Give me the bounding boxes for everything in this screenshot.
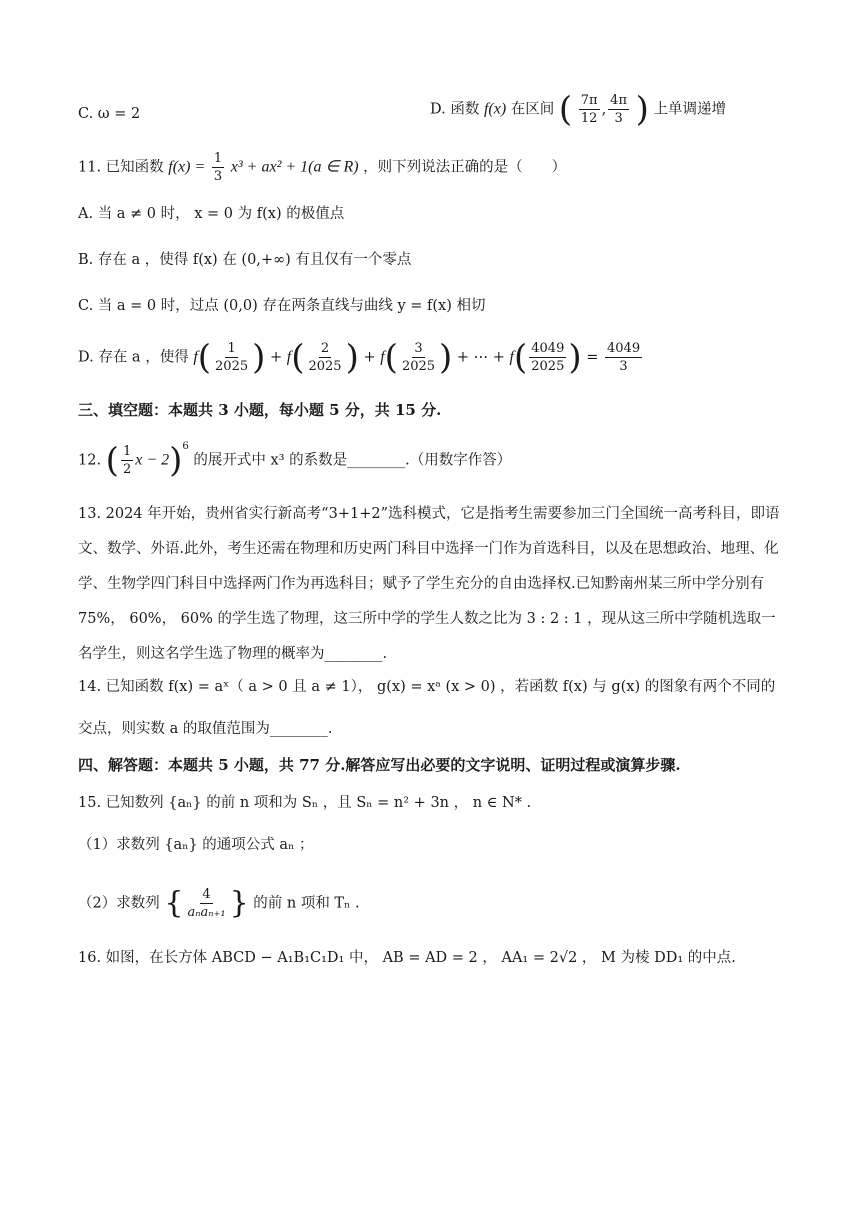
fraction: $\frac{4049}{3}$: [607, 341, 641, 374]
q15-part2-post: 的前 n 项和 Tₙ .: [253, 895, 360, 912]
fraction: $\frac{3}{2025}$: [401, 341, 436, 374]
q15-part2: [78, 886, 360, 921]
q11-option-d: [78, 337, 644, 378]
q11-stem-fx: f(x) =: [168, 158, 206, 176]
right-paren-icon: ): [169, 440, 183, 481]
q11-stem-prefix: 11. 已知函数: [78, 159, 164, 176]
q12-expr: x − 2: [135, 451, 170, 469]
q11-option-d-prefix: D. 存在 a ，使得: [78, 349, 189, 366]
q11-option-b: B. 存在 a ，使得 f(x) 在 (0,+∞) 有且仅有一个零点: [78, 252, 412, 268]
q12-number: 12.: [78, 452, 102, 469]
left-paren-icon: (: [558, 89, 573, 130]
q14-line2: 交点，则实数 a 的取值范围为________.: [78, 721, 333, 737]
q10-option-d: D. 函数 f(x) 在区间 ( $\frac{7\pi}{12}$ , $\frac{4\pi}{3}$ ) 上单调递增: [430, 89, 726, 130]
right-paren-icon: ): [439, 337, 453, 378]
left-paren-icon: (: [291, 337, 305, 378]
q15-part2-prefix: （2）求数列: [78, 895, 160, 912]
q12-exponent: 6: [182, 440, 189, 452]
q13: 13. 2024 年开始，贵州省实行新高考“3+1+2”选科模式，它是指考生需要参加三门全国统一高考科目，即语文、数学、外语.此外，考生还需在物理和历史两门科目中选择一门作为首选科目，以及在思想政治、地理、化学、生物学四门科目中选择两门作为再选科目；赋予了学生充分的自由选择权.已知黔南州某三所中学分别有 75%， 60%， 60% 的学生选了物理，这三所中学的学生人数之比为 3 : 2 : 1 ，现从这三所中学随机选取一名学生，则这名学生选了物理的概率为________.: [78, 506, 780, 662]
right-paren-icon: ): [345, 337, 359, 378]
plus-sign: +: [363, 349, 376, 366]
fraction: $\frac{4\pi}{3}$: [610, 93, 627, 126]
left-brace-icon: {: [164, 885, 184, 921]
q15-stem: 15. 已知数列 {aₙ} 的前 n 项和为 Sₙ ，且 Sₙ = n² + 3n ， n ∈ N* .: [78, 795, 532, 811]
q11-option-a: A. 当 a ≠ 0 时， x = 0 为 f(x) 的极值点: [78, 206, 345, 222]
f-symbol: f: [380, 348, 385, 366]
q11-stem: [78, 150, 566, 185]
fraction: $\frac{1}{2}$: [122, 444, 132, 477]
left-paren-icon: (: [384, 337, 398, 378]
plus-sign: +: [270, 349, 283, 366]
right-paren-icon: ): [568, 337, 582, 378]
section-4-heading: 四、解答题：本题共 5 小题，共 77 分.解答应写出必要的文字说明、证明过程或演算步骤.: [78, 756, 681, 774]
q10-option-c: C. ω = 2: [78, 106, 141, 122]
left-paren-icon: (: [514, 337, 528, 378]
q12-post: 的展开式中 x³ 的系数是________.（用数字作答）: [193, 452, 512, 469]
q10-option-d-mid: 在区间: [510, 101, 555, 118]
equals-sign: =: [586, 349, 599, 366]
right-paren-icon: ): [252, 337, 266, 378]
q11-option-c: C. 当 a = 0 时，过点 (0,0) 存在两条直线与曲线 y = f(x) 相切: [78, 298, 486, 314]
right-paren-icon: ): [635, 89, 649, 130]
f-symbol: f: [286, 348, 292, 366]
fraction: $\frac{1}{3}$: [213, 151, 223, 184]
q11-stem-expr: x³ + ax² + 1(a ∈ R): [230, 158, 359, 176]
q15-part1: （1）求数列 {aₙ} 的通项公式 aₙ ；: [78, 837, 314, 853]
f-symbol: f: [509, 348, 514, 366]
q16: 16. 如图，在长方体 ABCD − A₁B₁C₁D₁ 中， AB = AD = 2 ， AA₁ = 2√2 ， M 为棱 DD₁ 的中点.: [78, 950, 736, 966]
fraction: $\frac{4}{\text{aₙaₙ₊₁}}$: [187, 887, 226, 920]
f-symbol: f: [193, 348, 198, 366]
fraction: $\frac{2}{2025}$: [308, 341, 342, 374]
q10-option-d-fx: f(x): [483, 100, 507, 118]
fraction: $\frac{7\pi}{12}$: [580, 93, 598, 126]
q14-line1: 14. 已知函数 f(x) = aˣ（ a > 0 且 a ≠ 1）， g(x) = xᵃ (x > 0) ，若函数 f(x) 与 g(x) 的图象有两个不同的: [78, 679, 776, 695]
q10-option-d-prefix: D. 函数: [430, 101, 480, 118]
q11-stem-post: ，则下列说法正确的是（ ）: [363, 159, 567, 176]
fraction: $\frac{1}{2025}$: [215, 341, 249, 374]
right-brace-icon: }: [229, 885, 249, 921]
left-paren-icon: (: [105, 440, 119, 481]
left-paren-icon: (: [197, 337, 212, 378]
ellipsis-sum: + ⋯ +: [456, 349, 505, 366]
fraction: $\frac{4049}{2025}$: [531, 341, 565, 374]
q10-option-d-post: 上单调递增: [653, 101, 726, 118]
section-3-heading: 三、填空题：本题共 3 小题，每小题 5 分，共 15 分.: [78, 401, 442, 419]
q12: [78, 440, 512, 481]
